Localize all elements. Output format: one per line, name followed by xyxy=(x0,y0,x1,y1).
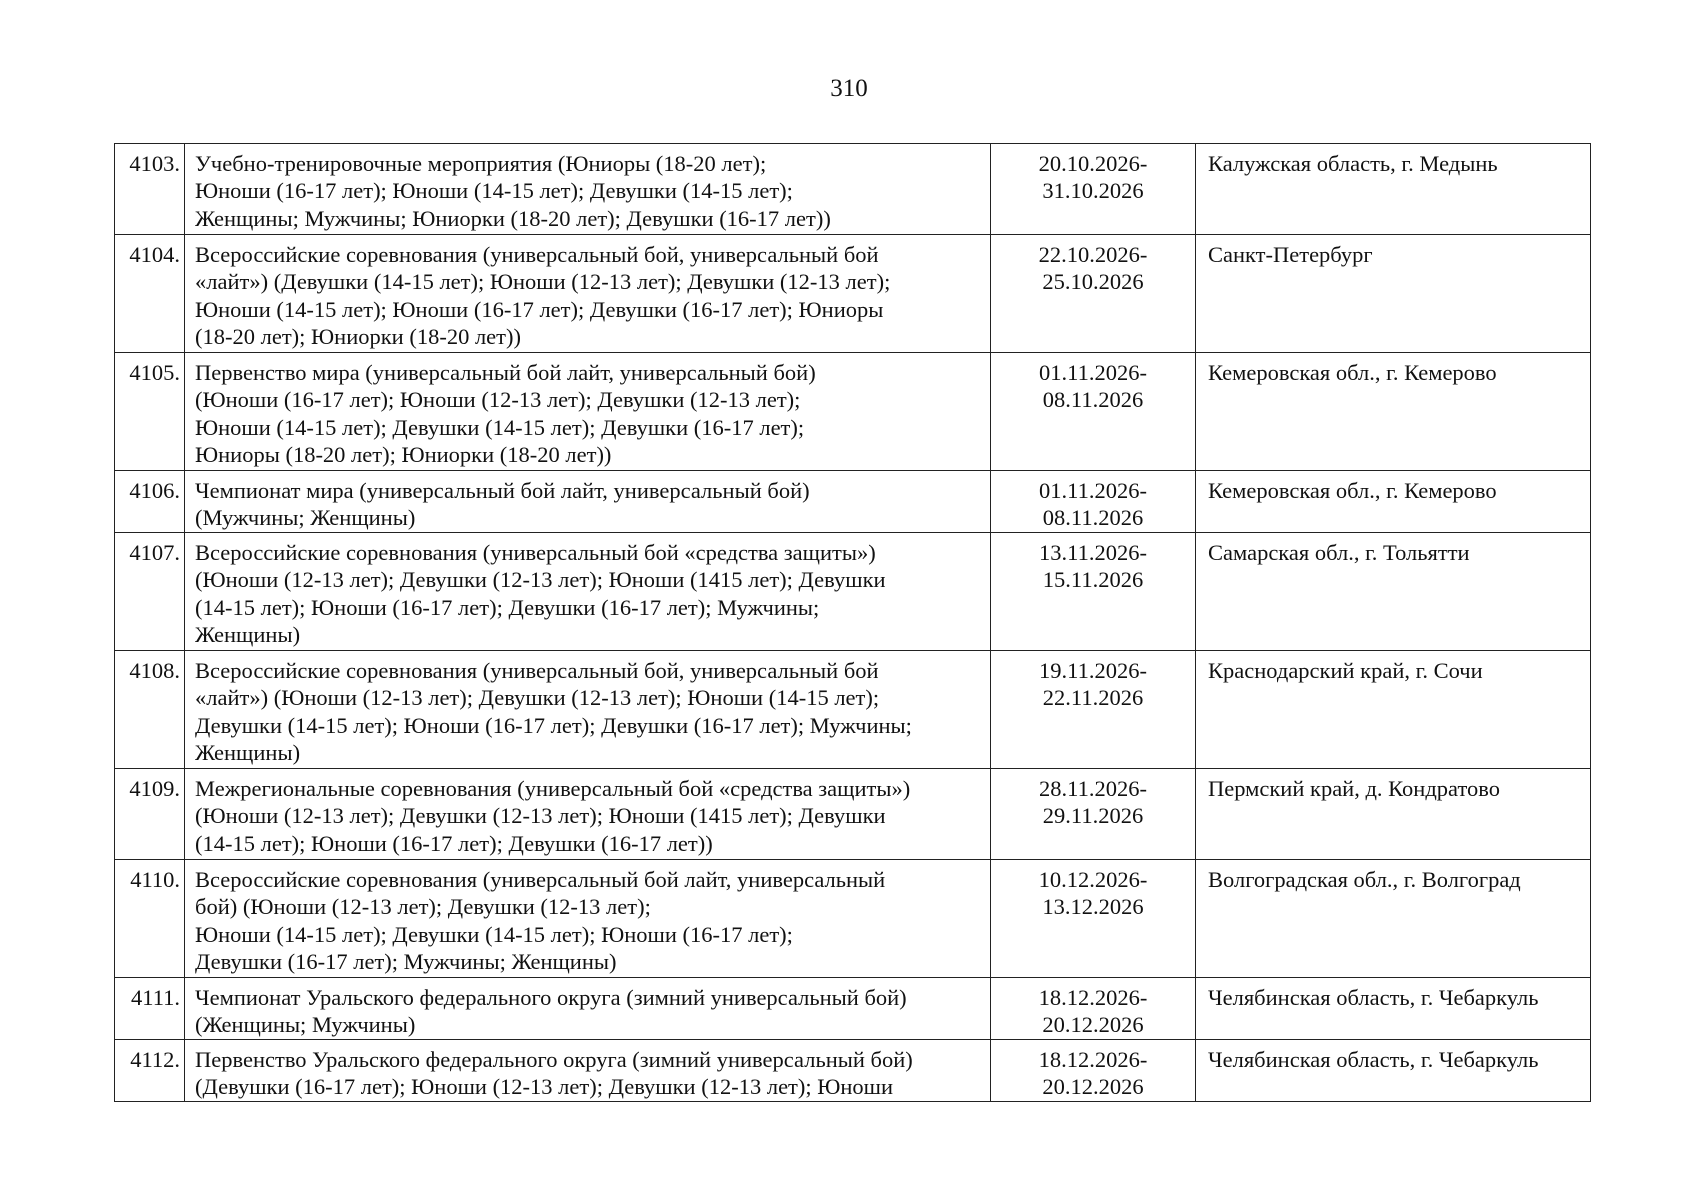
event-description: Первенство мира (универсальный бой лайт, универсальный бой) (Юноши (16-17 лет); Юноши (12-13 лет); Девушки (12-13 лет); Юноши (14-15 лет); Девушки (14-15 лет); Девушки (16-17 лет); Юниоры (18-20 лет); Юниорки (18-20 лет)) xyxy=(185,353,991,471)
event-dates: 18.12.2026- 20.12.2026 xyxy=(991,1040,1196,1102)
event-location: Челябинская область, г. Чебаркуль xyxy=(1196,1040,1591,1102)
event-description: Межрегиональные соревнования (универсальный бой «средства защиты») (Юноши (12-13 лет); Девушки (12-13 лет); Юноши (1415 лет); Девушки (14-15 лет); Юноши (16-17 лет); Девушки (16-17 лет)) xyxy=(185,769,991,860)
table-row xyxy=(115,353,1591,471)
event-location: Санкт-Петербург xyxy=(1196,235,1591,353)
table-row xyxy=(115,978,1591,1040)
row-number: 4106. xyxy=(115,471,185,533)
table-row xyxy=(115,1040,1591,1102)
table-row xyxy=(115,471,1591,533)
page-number: 310 xyxy=(830,75,868,102)
event-dates: 10.12.2026- 13.12.2026 xyxy=(991,860,1196,978)
event-location: Кемеровская обл., г. Кемерово xyxy=(1196,471,1591,533)
event-description: Чемпионат Уральского федерального округа (зимний универсальный бой) (Женщины; Мужчины) xyxy=(185,978,991,1040)
row-number: 4108. xyxy=(115,651,185,769)
event-description: Первенство Уральского федерального округа (зимний универсальный бой) (Девушки (16-17 лет); Юноши (12-13 лет); Девушки (12-13 лет); Юноши xyxy=(185,1040,991,1102)
event-dates: 22.10.2026- 25.10.2026 xyxy=(991,235,1196,353)
row-number: 4109. xyxy=(115,769,185,860)
table-row xyxy=(115,144,1591,235)
event-dates: 20.10.2026- 31.10.2026 xyxy=(991,144,1196,235)
event-dates: 18.12.2026- 20.12.2026 xyxy=(991,978,1196,1040)
row-number: 4107. xyxy=(115,533,185,651)
event-location: Самарская обл., г. Тольятти xyxy=(1196,533,1591,651)
table-row xyxy=(115,860,1591,978)
row-number: 4110. xyxy=(115,860,185,978)
event-location: Краснодарский край, г. Сочи xyxy=(1196,651,1591,769)
event-description: Учебно-тренировочные мероприятия (Юниоры (18-20 лет); Юноши (16-17 лет); Юноши (14-15 лет); Девушки (14-15 лет); Женщины; Мужчины; Юниорки (18-20 лет); Девушки (16-17 лет)) xyxy=(185,144,991,235)
row-number: 4112. xyxy=(115,1040,185,1102)
event-location: Челябинская область, г. Чебаркуль xyxy=(1196,978,1591,1040)
row-number: 4103. xyxy=(115,144,185,235)
event-location: Калужская область, г. Медынь xyxy=(1196,144,1591,235)
event-description: Всероссийские соревнования (универсальный бой лайт, универсальный бой) (Юноши (12-13 лет); Девушки (12-13 лет); Юноши (14-15 лет); Девушки (14-15 лет); Юноши (16-17 лет); Девушки (16-17 лет); Мужчины; Женщины) xyxy=(185,860,991,978)
event-description: Всероссийские соревнования (универсальный бой «средства защиты») (Юноши (12-13 лет); Девушки (12-13 лет); Юноши (1415 лет); Девушки (14-15 лет); Юноши (16-17 лет); Девушки (16-17 лет); Мужчины; Женщины) xyxy=(185,533,991,651)
event-description: Всероссийские соревнования (универсальный бой, универсальный бой «лайт») (Юноши (12-13 лет); Девушки (12-13 лет); Юноши (14-15 лет); Девушки (14-15 лет); Юноши (16-17 лет); Девушки (16-17 лет); Мужчины; Женщины) xyxy=(185,651,991,769)
row-number: 4111. xyxy=(115,978,185,1040)
table-row xyxy=(115,533,1591,651)
event-dates: 28.11.2026- 29.11.2026 xyxy=(991,769,1196,860)
event-description: Всероссийские соревнования (универсальный бой, универсальный бой «лайт») (Девушки (14-15 лет); Юноши (12-13 лет); Девушки (12-13 лет); Юноши (14-15 лет); Юноши (16-17 лет); Девушки (16-17 лет); Юниоры (18-20 лет); Юниорки (18-20 лет)) xyxy=(185,235,991,353)
event-dates: 13.11.2026- 15.11.2026 xyxy=(991,533,1196,651)
table-row xyxy=(115,769,1591,860)
events-table xyxy=(114,143,1591,1102)
table-row xyxy=(115,651,1591,769)
event-description: Чемпионат мира (универсальный бой лайт, универсальный бой) (Мужчины; Женщины) xyxy=(185,471,991,533)
event-dates: 01.11.2026- 08.11.2026 xyxy=(991,353,1196,471)
event-dates: 19.11.2026- 22.11.2026 xyxy=(991,651,1196,769)
table-row xyxy=(115,235,1591,353)
event-dates: 01.11.2026- 08.11.2026 xyxy=(991,471,1196,533)
row-number: 4104. xyxy=(115,235,185,353)
event-location: Пермский край, д. Кондратово xyxy=(1196,769,1591,860)
row-number: 4105. xyxy=(115,353,185,471)
event-location: Волгоградская обл., г. Волгоград xyxy=(1196,860,1591,978)
event-location: Кемеровская обл., г. Кемерово xyxy=(1196,353,1591,471)
